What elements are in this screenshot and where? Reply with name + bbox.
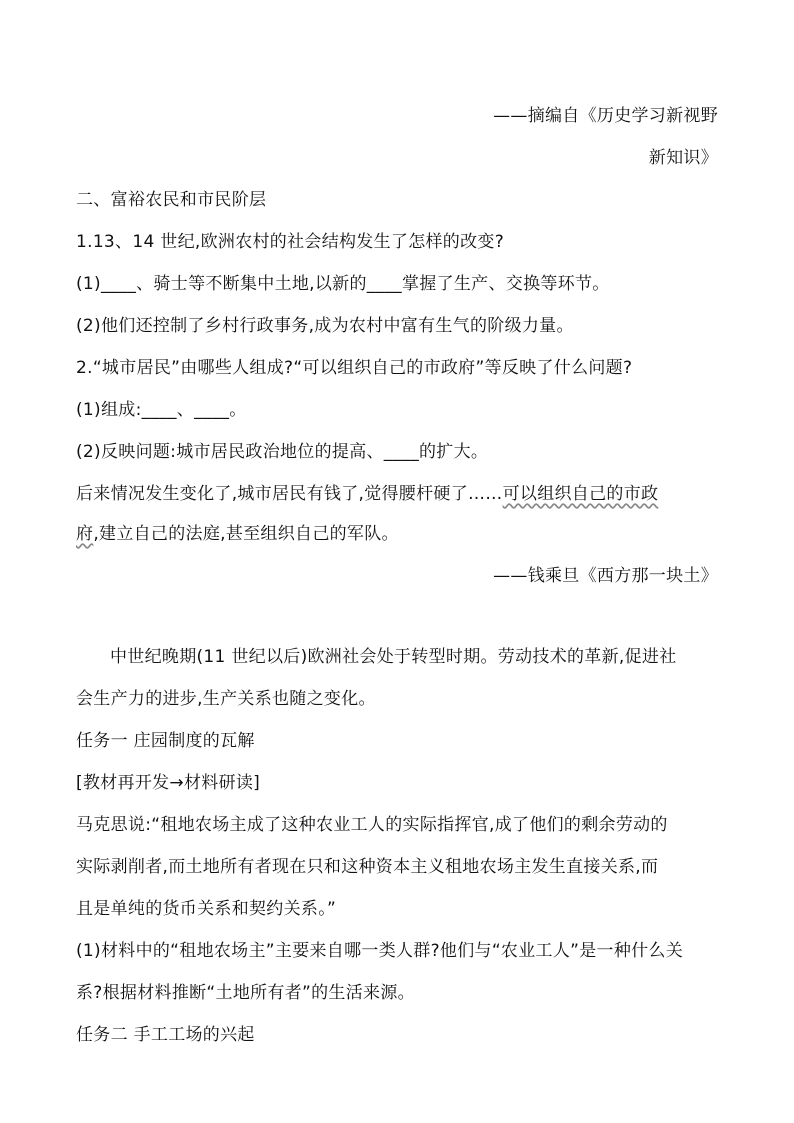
- task1-tag: [教材再开发→材料研读]: [76, 773, 261, 793]
- task1-material-line2: 实际剥削者,而土地所有者现在只和这种资本主义租地农场主发生直接关系,而: [76, 857, 659, 877]
- question1-prompt: 1.13、14 世纪,欧洲农村的社会结构发生了怎样的改变?: [76, 232, 505, 252]
- task1-material-line3: 且是单纯的货币关系和契约关系。”: [76, 899, 337, 919]
- task1-question-line1: (1)材料中的“租地农场主”主要来自哪一类人群?他们与“农业工人”是一种什么关: [76, 941, 684, 961]
- quote1-attribution-line1: ——摘编自《历史学习新视野: [493, 106, 718, 126]
- quote2-line2-underlined-text: 府: [76, 524, 94, 544]
- quote2-attribution: ——钱乘旦《西方那一块土》: [493, 566, 718, 586]
- task1-question-line2: 系?根据材料推断“土地所有者”的生活来源。: [76, 983, 415, 1003]
- question2-prompt: 2.“城市居民”由哪些人组成?“可以组织自己的市政府”等反映了什么问题?: [76, 358, 633, 378]
- question2-item1: (1)组成:____、____。: [76, 400, 247, 420]
- task2-title: 任务二 手工工场的兴起: [76, 1025, 255, 1045]
- quote2-line2: [76, 522, 399, 546]
- quote2-line2-text: ,建立自己的法庭,甚至组织自己的军队。: [93, 524, 399, 544]
- quote2-line1: [76, 482, 658, 506]
- quote1-attribution-line2: 新知识》: [648, 148, 718, 168]
- question2-item2: (2)反映问题:城市居民政治地位的提高、____的扩大。: [76, 442, 489, 462]
- quote2-line1-underlined-text: 可以组织自己的市政: [502, 484, 659, 504]
- question1-item1: (1)____、骑士等不断集中土地,以新的____掌握了生产、交换等环节。: [76, 274, 610, 294]
- question1-item2: (2)他们还控制了乡村行政事务,成为农村中富有生气的阶级力量。: [76, 316, 574, 336]
- section-heading: 二、富裕农民和市民阶层: [76, 190, 267, 210]
- intro-line2: 会生产力的进步,生产关系也随之变化。: [76, 689, 376, 709]
- intro-line1: 中世纪晚期(11 世纪以后)欧洲社会处于转型时期。劳动技术的革新,促进社: [110, 647, 677, 667]
- task1-title: 任务一 庄园制度的瓦解: [76, 731, 255, 751]
- task1-material-line1: 马克思说:“租地农场主成了这种农业工人的实际指挥官,成了他们的剩余劳动的: [76, 815, 668, 835]
- quote2-line1-text: 后来情况发生变化了,城市居民有钱了,觉得腰杆硬了……: [76, 484, 503, 504]
